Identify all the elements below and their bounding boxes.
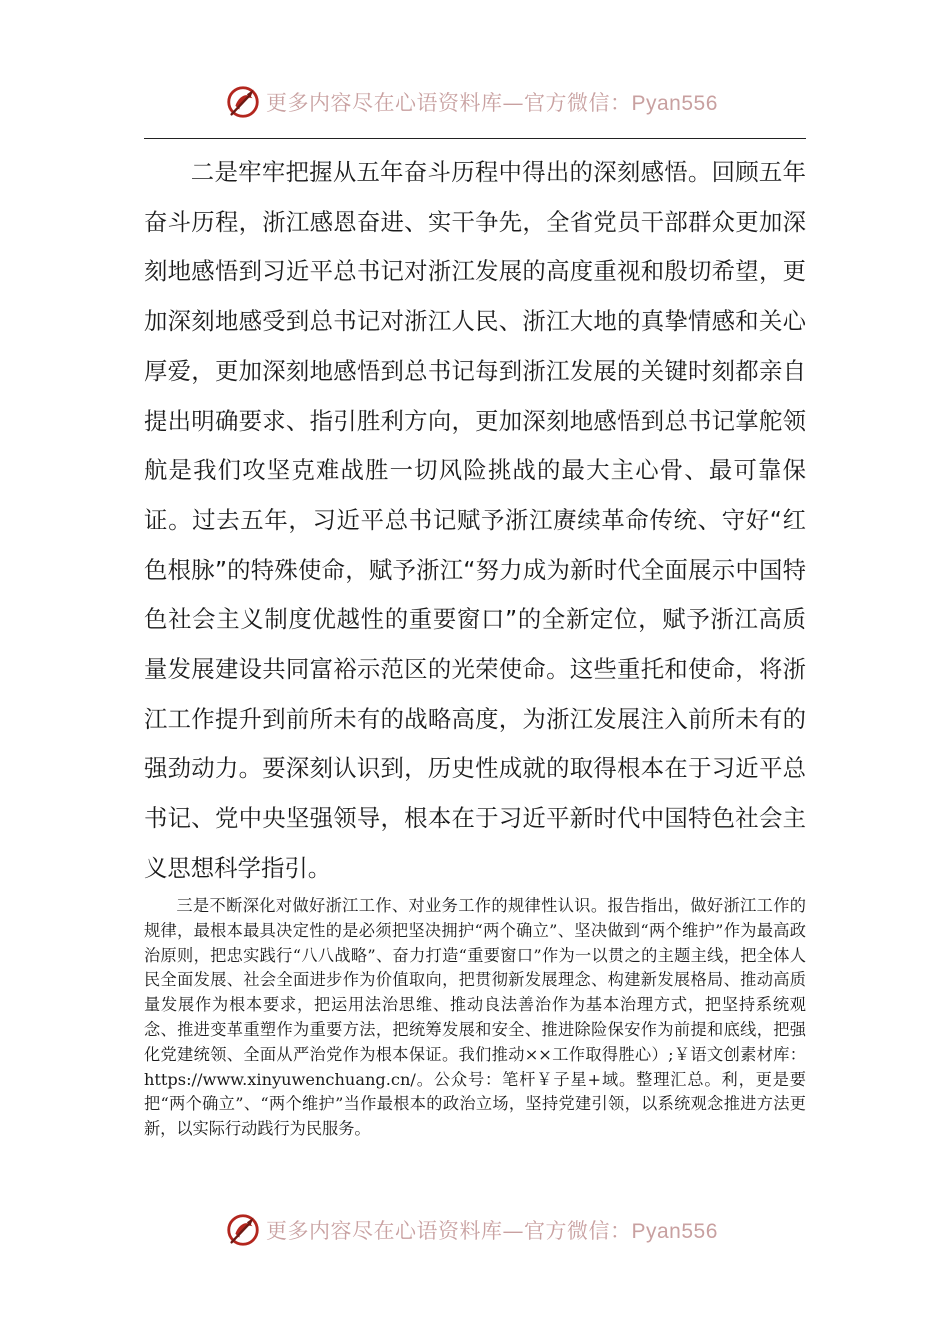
footer-banner-label: 更多内容尽在心语资料库—官方微信： [266, 1219, 632, 1243]
header-banner-text [266, 87, 718, 117]
header-banner-label: 更多内容尽在心语资料库—官方微信： [266, 91, 632, 115]
header-wechat-id: Pyan556 [631, 92, 718, 115]
header-divider [144, 138, 806, 139]
paragraph-1: 二是牢牢把握从五年奋斗历程中得出的深刻感悟。回顾五年奋斗历程，浙江感恩奋进、实干争先，全省党员干部群众更加深刻地感悟到习近平总书记对浙江发展的高度重视和殷切希望，更加深刻地感受到总书记对浙江人民、浙江大地的真挚情感和关心厚爱，更加深刻地感悟到总书记每到浙江发展的关键时刻都亲自提出明确要求、指引胜利方向，更加深刻地感悟到总书记掌舵领航是我们攻坚克难战胜一切风险挑战的最大主心骨、最可靠保证。过去五年，习近平总书记赋予浙江赓续革命传统、守好“红色根脉”的特殊使命，赋予浙江“努力成为新时代全面展示中国特色社会主义制度优越性的重要窗口”的全新定位，赋予浙江高质量发展建设共同富裕示范区的光荣使命。这些重托和使命，将浙江工作提升到前所未有的战略高度，为浙江发展注入前所未有的强劲动力。要深刻认识到，历史性成就的取得根本在于习近平总书记、党中央坚强领导，根本在于习近平新时代中国特色社会主义思想科学指引。 [144, 158, 806, 882]
paragraph-2: 三是不断深化对做好浙江工作、对业务工作的规律性认识。报告指出，做好浙江工作的规律，最根本最具决定性的是必须把坚决拥护“两个确立”、坚决做到“两个维护”作为最高政治原则，把忠实践行“八八战略”、奋力打造“重要窗口”作为一以贯之的主题主线，把全体人民全面发展、社会全面进步作为价值取向，把贯彻新发展理念、构建新发展格局、推动高质量发展作为根本要求，把运用法治思维、推动良法善治作为基本治理方式，把坚持系统观念、推进变革重塑作为重要方法，把统筹发展和安全、推进除险保安作为前提和底线，把强化党建统领、全面从严治党作为根本保证。我们推动××工作取得胜心）;￥语文创素材库：https://www.xinyuwenchuang.cn/。公众号：笔杆￥子星+域。整理汇总。利，更是要把“两个确立”、“两个维护”当作最根本的政治立场，坚持党建引领，以系统观念推进方法更新，以实际行动践行为民服务。 [144, 896, 806, 1139]
header-banner[interactable] [224, 82, 744, 122]
red-swirl-logo-icon [224, 83, 262, 121]
footer-banner[interactable] [224, 1210, 744, 1250]
red-swirl-logo-icon [224, 1211, 262, 1249]
footer-wechat-id: Pyan556 [631, 1220, 718, 1243]
footer-banner-text [266, 1215, 718, 1245]
